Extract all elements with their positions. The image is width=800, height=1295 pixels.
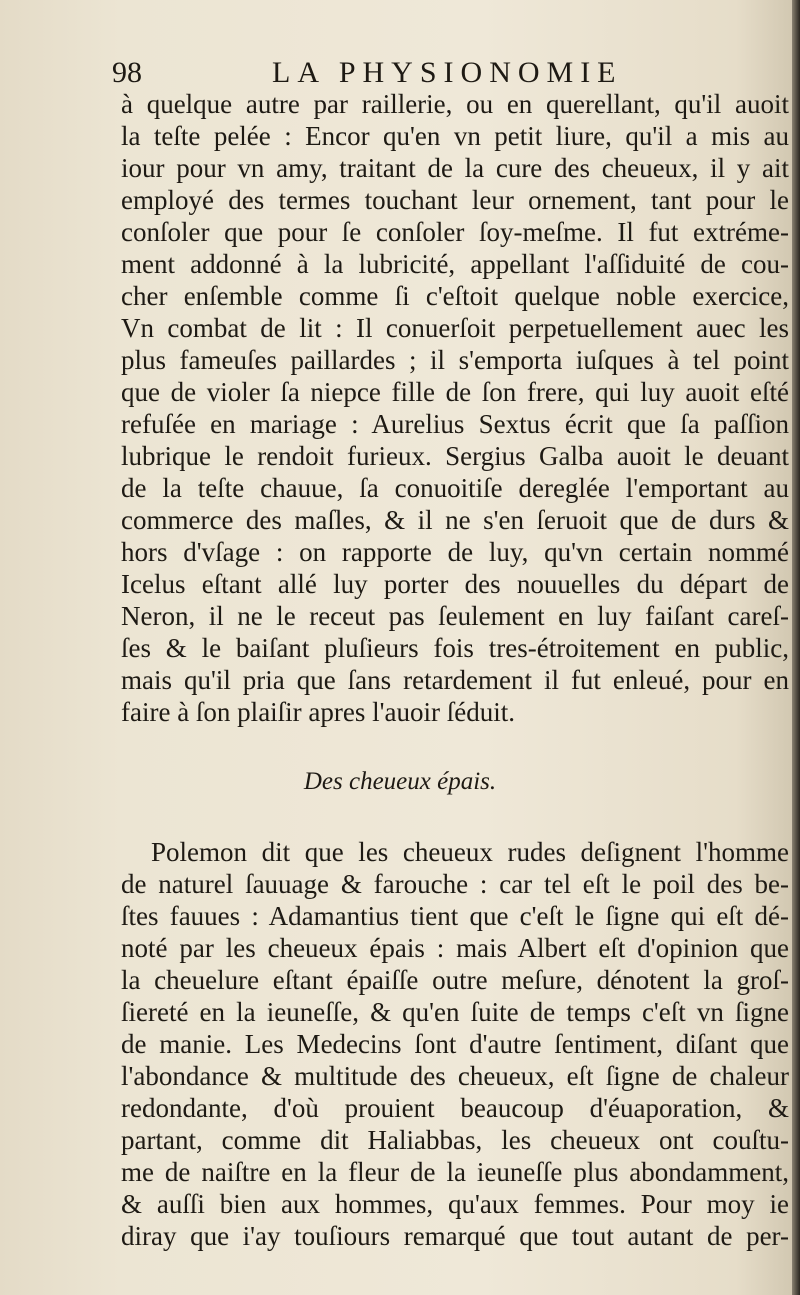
text-line: la teſte pelée : Encor qu'en vn petit liure, qu'il a mis au bbox=[121, 121, 789, 151]
text-line: me de naiſtre en la fleur de la ieuneſſe plus abondamment, bbox=[121, 1157, 789, 1187]
text-line: noté par les cheueux épais : mais Albert eſt d'opinion que bbox=[121, 933, 789, 963]
text-line: conſoler que pour ſe conſoler ſoy-meſme. Il fut extréme- bbox=[121, 217, 789, 247]
text-line: ment addonné à la lubricité, appellant l'aſſiduité de cou- bbox=[121, 249, 789, 279]
text-line: Polemon dit que les cheueux rudes deſignent l'homme bbox=[151, 837, 789, 867]
paragraph-1 bbox=[121, 88, 789, 728]
paragraph-2 bbox=[121, 836, 789, 1252]
text-line: partant, comme dit Haliabbas, les cheueux ont couſtu- bbox=[121, 1125, 789, 1155]
text-line: de manie. Les Medecins ſont d'autre ſentiment, diſant que bbox=[121, 1029, 789, 1059]
text-line: & auſſi bien aux hommes, qu'aux femmes. Pour moy ie bbox=[121, 1189, 789, 1219]
text-line: Icelus eſtant allé luy porter des nouuelles du départ de bbox=[121, 569, 789, 599]
text-line: ſtes fauues : Adamantius tient que c'eſt le ſigne qui eſt dé- bbox=[121, 901, 789, 931]
text-line: hors d'vſage : on rapporte de luy, qu'vn certain nommé bbox=[121, 537, 789, 567]
text-line: cher enſemble comme ſi c'eſtoit quelque noble exercice, bbox=[121, 281, 789, 311]
text-line: ſiereté en la ieuneſſe, & qu'en ſuite de temps c'eſt vn ſigne bbox=[121, 997, 789, 1027]
text-line: la cheuelure eſtant épaiſſe outre meſure, dénotent la groſ- bbox=[121, 965, 789, 995]
text-line: de naturel ſauuage & farouche : car tel eſt le poil des be- bbox=[121, 869, 789, 899]
text-line: ſes & le baiſant pluſieurs fois tres-étroitement en public, bbox=[121, 633, 789, 663]
text-line: que de violer ſa niepce fille de ſon frere, qui luy auoit eſté bbox=[121, 377, 789, 407]
text-line: faire à ſon plaiſir apres l'auoir ſéduit. bbox=[121, 697, 515, 727]
text-line: iour pour vn amy, traitant de la cure des cheueux, il y ait bbox=[121, 153, 789, 183]
text-line: mais qu'il pria que ſans retardement il fut enleué, pour en bbox=[121, 665, 789, 695]
page-number: 98 bbox=[112, 56, 142, 89]
text-line: redondante, d'où prouient beaucoup d'éuaporation, & bbox=[121, 1093, 789, 1123]
page-edge-shadow bbox=[792, 0, 800, 1295]
text-line: Vn combat de lit : Il conuerſoit perpetuellement auec les bbox=[121, 313, 789, 343]
text-line: diray que i'ay touſiours remarqué que tout autant de per- bbox=[121, 1221, 789, 1251]
text-line: plus fameuſes paillardes ; il s'emporta iuſques à tel point bbox=[121, 345, 789, 375]
text-line: commerce des maſles, & il ne s'en ſeruoit que de durs & bbox=[121, 505, 789, 535]
text-line: employé des termes touchant leur ornement, tant pour le bbox=[121, 185, 789, 215]
text-line: refuſée en mariage : Aurelius Sextus écrit que ſa paſſion bbox=[121, 409, 789, 439]
text-line: de la teſte chauue, ſa conuoitiſe dereglée l'emportant au bbox=[121, 473, 789, 503]
text-line: lubrique le rendoit furieux. Sergius Galba auoit le deuant bbox=[121, 441, 789, 471]
section-heading: Des cheueux épais. bbox=[303, 768, 497, 795]
text-line: Neron, il ne le receut pas ſeulement en luy faiſant careſ- bbox=[121, 601, 789, 631]
text-line: à quelque autre par raillerie, ou en querellant, qu'il auoit bbox=[121, 89, 789, 119]
running-title: LA PHYSIONOMIE bbox=[272, 56, 623, 89]
text-line: l'abondance & multitude des cheueux, eſt ſigne de chaleur bbox=[121, 1061, 789, 1091]
